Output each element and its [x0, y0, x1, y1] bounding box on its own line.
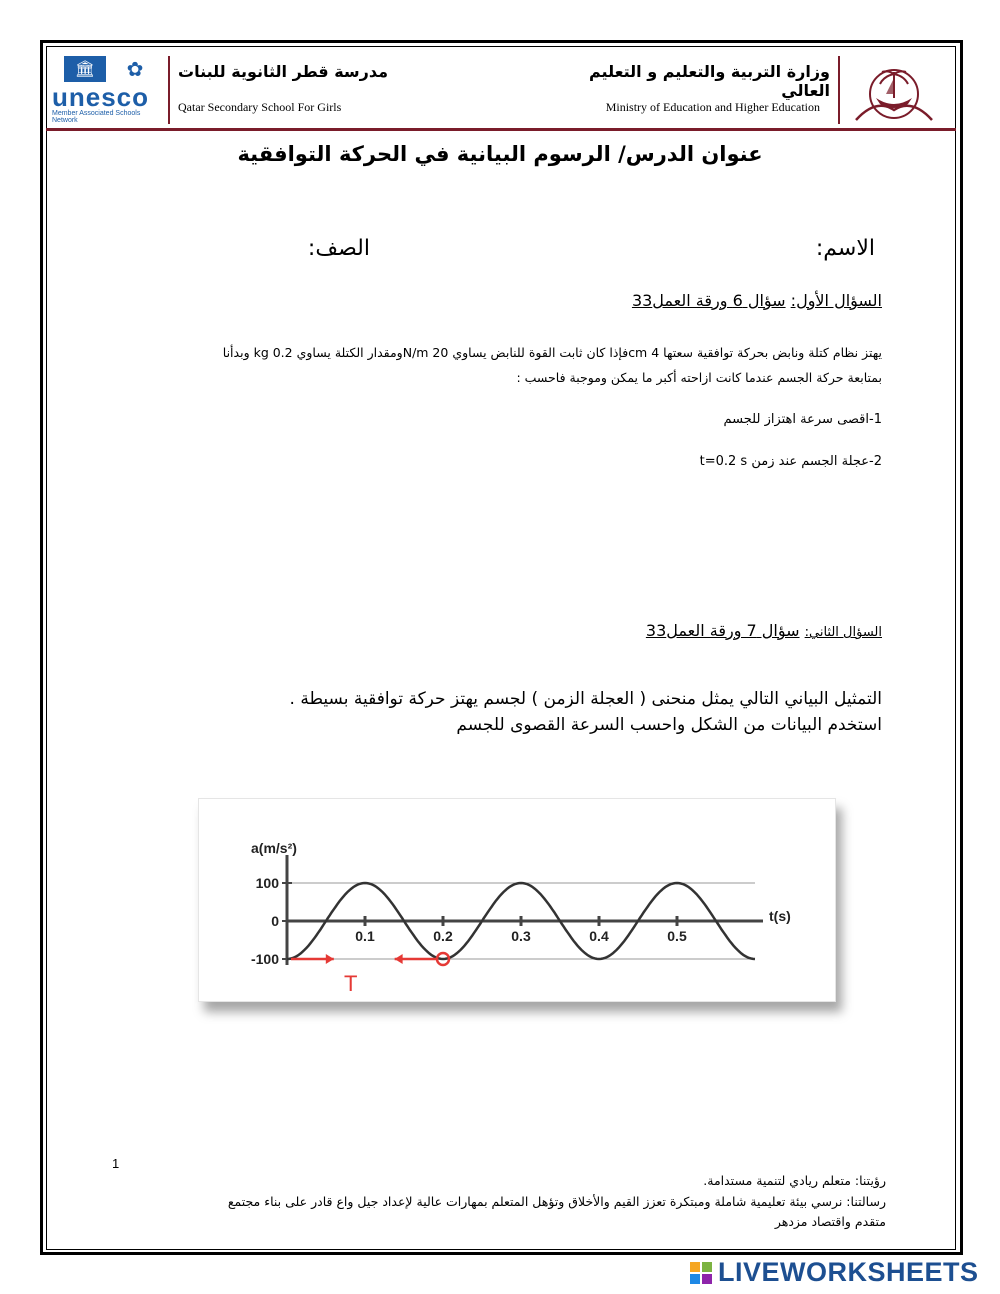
footer-mission-line2: متقدم واقتصاد مزدهر	[774, 1214, 886, 1229]
footer-vision: رؤيتنا: متعلم ريادي لتنمية مستدامة.	[703, 1173, 886, 1188]
liveworksheets-wordmark: LIVEWORKSHEETS	[718, 1257, 979, 1287]
question2-body-line2: استخدم البيانات من الشكل واحسب السرعة القصوى للجسم	[456, 715, 882, 735]
question1-heading	[632, 291, 882, 310]
liveworksheets-blocks-icon	[690, 1262, 714, 1284]
y-tick-label: 0	[271, 913, 279, 929]
unesco-wordmark: unesco	[52, 82, 150, 112]
question1-item2: 2-عجلة الجسم عند زمن t=0.2 s	[699, 454, 882, 469]
y-axis-label: a(m/s²)	[251, 840, 297, 856]
question1-body-line1: يهتز نظام كتلة ونابض بحركة توافقية سعتها 4 cmفإذا كان ثابت القوة للنابض يساوي N/m 20ومقدار الكتلة يساوي kg 0.2 وبدأنا	[222, 345, 882, 360]
x-tick-label: 0.2	[433, 928, 453, 944]
school-name-english: Qatar Secondary School For Girls	[178, 100, 342, 114]
bee-icon: ✿	[126, 57, 144, 81]
school-name-arabic: مدرسة قطر الثانوية للبنات	[178, 62, 388, 81]
page-inner-border	[46, 46, 956, 1250]
question1-label-suffix: سؤال 6 ورقة العمل33	[631, 291, 786, 310]
footer-mission-line1: رسالتنا: نرسي بيئة تعليمية شاملة ومبتكرة تعزز القيم والأخلاق وتؤهل المتعلم بمهارات عالية لإعداد جيل واع قادر على بناء مجتمع	[227, 1194, 886, 1209]
chart-svg	[199, 799, 837, 1003]
ministry-name-english: Ministry of Education and Higher Education	[605, 100, 820, 114]
class-label: الصف:	[307, 236, 370, 261]
question1-item1: 1-اقصى سرعة اهتزاز للجسم	[723, 412, 882, 427]
page-number: 1	[112, 1156, 120, 1171]
period-arrowhead-right	[326, 954, 334, 964]
period-annotation-T: T	[344, 971, 358, 996]
header-divider-right	[838, 56, 840, 124]
period-arrowhead-left	[395, 954, 403, 964]
lesson-title: عنوان الدرس/ الرسوم البيانية في الحركة التوافقية	[237, 142, 763, 166]
name-label: الاسم:	[815, 236, 875, 261]
acceleration-time-graph	[198, 798, 836, 1002]
y-tick-label: 100	[255, 875, 279, 891]
x-tick-label: 0.5	[667, 928, 687, 944]
question2-heading	[646, 621, 882, 640]
x-axis-label: t(s)	[769, 908, 791, 924]
question2-label-suffix: سؤال 7 ورقة العمل33	[645, 621, 800, 640]
question2-label-prefix: السؤال الثاني:	[804, 625, 882, 640]
y-tick-label: -100	[250, 951, 279, 967]
temple-icon: 🏛	[64, 56, 106, 82]
unesco-network-text: Member Associated Schools Network	[52, 110, 141, 124]
question1-body-line2: بمتابعة حركة الجسم عندما كانت ازاحته أكبر ما يمكن وموجبة فاحسب :	[516, 370, 882, 385]
question2-body-line1: التمثيل البياني التالي يمثل منحنى ( العجلة الزمن ) لجسم يهتز حركة توافقية بسيطة .	[289, 689, 882, 709]
header-divider-left	[168, 56, 170, 124]
ministry-name-arabic: وزارة التربية والتعليم و التعليم العالي	[588, 62, 830, 100]
x-tick-label: 0.3	[511, 928, 531, 944]
x-tick-label: 0.4	[589, 928, 609, 944]
x-tick-label: 0.1	[355, 928, 375, 944]
qatar-emblem-icon	[846, 58, 942, 128]
liveworksheets-logo	[690, 1258, 990, 1288]
unesco-logo	[52, 52, 164, 128]
question1-label-prefix: السؤال الأول:	[790, 291, 882, 310]
